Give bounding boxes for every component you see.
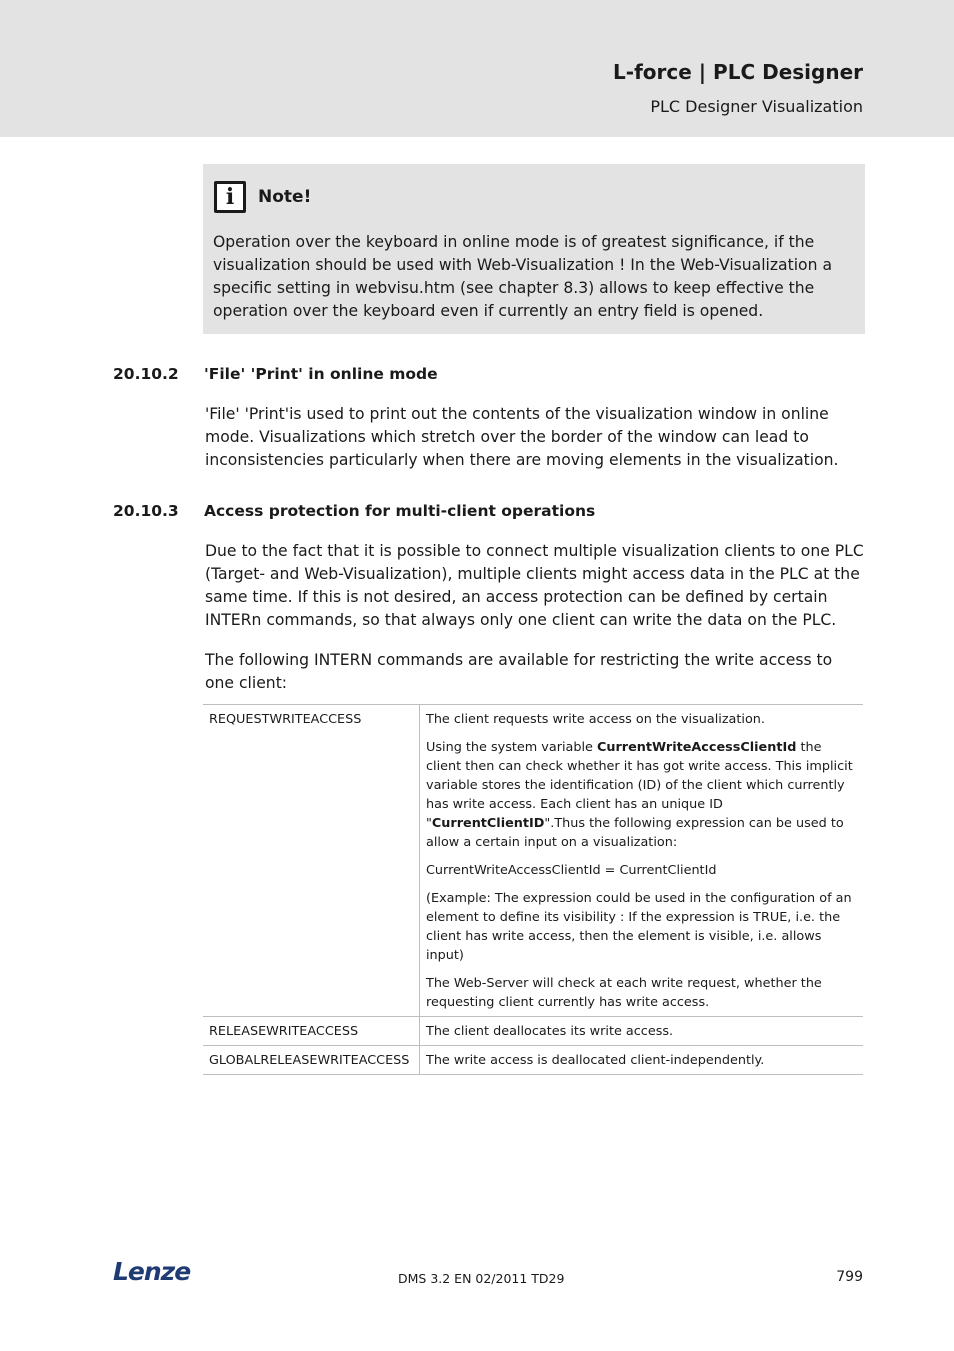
footer-document-id: DMS 3.2 EN 02/2011 TD29: [398, 1271, 565, 1286]
description-cell: [420, 705, 864, 1017]
section-access-para2: The following INTERN commands are available for restricting the write access to one client:: [205, 651, 833, 692]
description-text: (Example: The expression could be used in the configuration of an element to define its visibility : If the expression is TRUE, i.e. the client has write access, then the element is visible, i.e. allows input): [426, 891, 852, 963]
section-heading-print: [113, 365, 438, 383]
note-box: [203, 164, 865, 334]
section-access-para1: Due to the fact that it is possible to connect multiple visualization clients to one PLC (Target- and Web-Visualization), multiple clients might access data in the PLC at the same time. If this is not desired, an access protection can be defined by certain INTERn commands, so that always only one client can write the data on the PLC.: [205, 542, 864, 629]
section-title: 'File' 'Print' in online mode: [204, 365, 438, 383]
section-number: 20.10.3: [113, 502, 179, 520]
description-cell: The write access is deallocated client-independently.: [420, 1046, 864, 1075]
section-heading-access: [113, 502, 595, 520]
command-cell: RELEASEWRITEACCESS: [203, 1017, 420, 1046]
description-text: The Web-Server will check at each write request, whether the requesting client currently has write access.: [426, 976, 822, 1010]
command-cell: REQUESTWRITEACCESS: [203, 705, 420, 1017]
table-row: [203, 705, 863, 1017]
note-title: Note!: [258, 187, 312, 207]
page-number: 799: [836, 1269, 863, 1285]
page-header: [0, 0, 954, 137]
info-icon: i: [214, 181, 246, 213]
lenze-logo: Lenze: [113, 1257, 191, 1286]
section-title: Access protection for multi-client operations: [204, 502, 596, 520]
intern-commands-table: [203, 704, 863, 1075]
description-text: CurrentWriteAccessClientId = CurrentClientId: [426, 863, 717, 878]
description-text: Using the system variable CurrentWriteAccessClientId the client then can check whether it has got write access. This implicit variable stores the identification (ID) of the client which currently has write access. Each client has an unique ID "CurrentClientID".Thus the following expression can be used to allow a certain input on a visualization:: [426, 740, 853, 850]
section-number: 20.10.2: [113, 365, 179, 383]
document-title: L-force | PLC Designer: [613, 60, 863, 84]
description-text: The client requests write access on the visualization.: [426, 712, 765, 727]
table-row: [203, 1017, 863, 1046]
table-row: [203, 1046, 863, 1075]
command-cell: GLOBALRELEASEWRITEACCESS: [203, 1046, 420, 1075]
description-cell: The client deallocates its write access.: [420, 1017, 864, 1046]
note-text: Operation over the keyboard in online mode is of greatest significance, if the visualization should be used with Web-Visualization ! In the Web-Visualization a specific setting in webvisu.htm (see chapter 8.3) allows to keep effective the operation over the keyboard even if currently an entry field is opened.: [213, 233, 832, 320]
section-print-text: 'File' 'Print'is used to print out the contents of the visualization window in online mode. Visualizations which stretch over the border of the window can lead to inconsistencies particularly when there are moving elements in the visualization.: [205, 405, 839, 469]
document-subtitle: PLC Designer Visualization: [650, 97, 863, 116]
note-header: [213, 178, 855, 216]
